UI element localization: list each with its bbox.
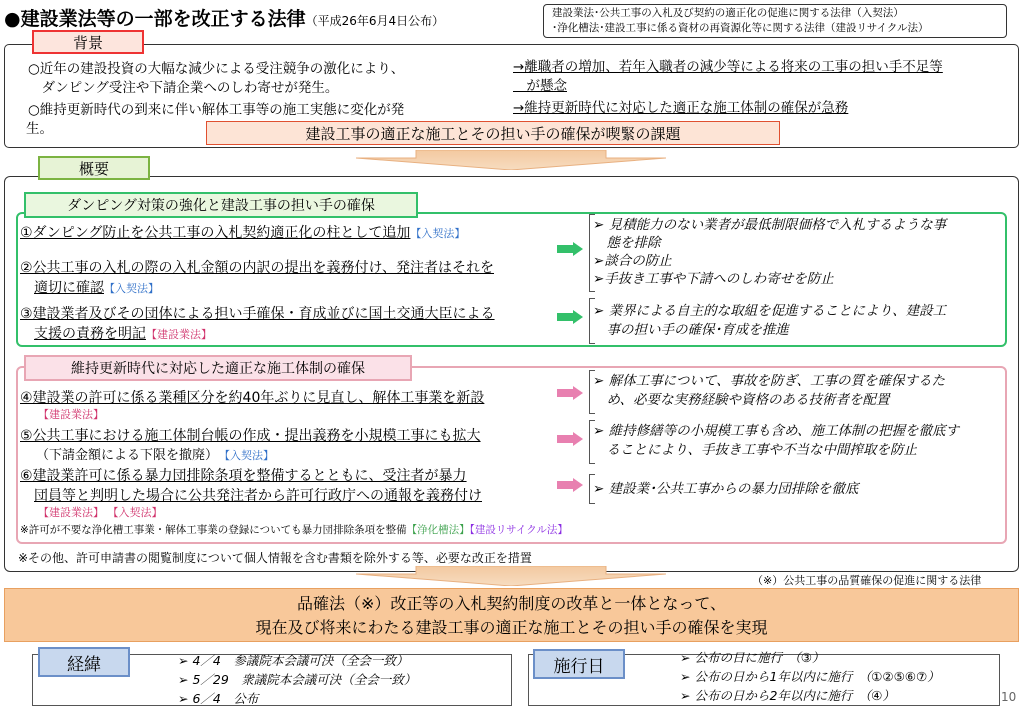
effect-5a: ➢ 解体工事について、事故を防ぎ、工事の質を確保するた <box>593 373 946 389</box>
issue-box: 建設工事の適正な施工とその担い手の確保が喫緊の課題 <box>206 121 780 145</box>
measure-3-text-2: 支援の責務を明記 <box>34 326 146 342</box>
down-arrow-shape <box>356 566 666 586</box>
history-item-3: ➢ 6／4 公布 <box>178 691 259 706</box>
concern-line-3: →維持更新時代に対応した適正な施工体制の確保が急務 <box>513 100 849 116</box>
measure-4 <box>20 388 484 422</box>
note-line <box>20 522 568 537</box>
history-item-2: ➢ 5／29 衆議院本会議可決（全会一致） <box>178 672 417 687</box>
green-arrow-icon <box>557 310 583 324</box>
pink-arrow-icon <box>557 386 583 400</box>
enforcement-item-3: ➢ 公布の日から2年以内に施行 （④） <box>680 688 895 703</box>
page-title <box>4 4 444 31</box>
enforcement-item-2: ➢ 公布の日から1年以内に施行 （①②⑤⑥⑦） <box>680 669 940 684</box>
history-list <box>178 651 416 708</box>
effect-3: ➢手抜き工事や下請へのしわ寄せを防止 <box>593 271 834 287</box>
section1-effects <box>593 216 946 288</box>
measure-6-text-1: ⑥建設業許可に係る暴力団排除条項を整備するとともに、受注者が暴力 <box>20 468 467 484</box>
conclusion-line-2: 現在及び将来にわたる建設工事の適正な施工とその担い手の確保を実現 <box>255 618 768 637</box>
measure-3-text-1: ③建設業者及びその団体による担い手確保・育成並びに国土交通大臣による <box>20 306 495 322</box>
footnote: （※）公共工事の品質確保の促進に関する法律 <box>752 574 982 587</box>
history-item-1: ➢ 4／4 参議院本会議可決（全会一致） <box>178 653 409 668</box>
effect-7: ➢ 建設業･公共工事からの暴力団排除を徹底 <box>593 481 859 497</box>
measure-4-law: 【建設業法】 <box>38 408 104 421</box>
other-measures: ※その他、許可申請書の閲覧制度について個人情報を含む書類を除外する等、必要な改正を措置 <box>18 551 532 565</box>
effect-6 <box>593 422 959 460</box>
measure-2-text-2: 適切に確認 <box>34 280 104 296</box>
background-line-2: ダンピング受注や下請企業へのしわ寄せが発生。 <box>28 80 339 96</box>
background-right-text <box>513 58 943 118</box>
concern-line-1: →離職者の増加、若年入職者の減少等による将来の工事の担い手不足等 <box>513 59 943 75</box>
measure-2-text-1: ②公共工事の入札の際の入札金額の内訳の提出を義務付け、発注者はそれを <box>20 260 494 276</box>
enforcement-list <box>680 648 940 705</box>
measure-2 <box>20 258 494 299</box>
measure-6 <box>20 466 482 520</box>
pink-arrow-icon <box>557 432 583 446</box>
background-line-4: 生。 <box>26 121 53 137</box>
background-tag: 背景 <box>32 30 144 54</box>
effect-4b: 事の担い手の確保･育成を推進 <box>593 322 789 338</box>
effect-1: ➢ 見積能力のない業者が最低制限価格で入札するような事 <box>593 217 947 233</box>
concern-line-2: が懸念 <box>513 78 567 94</box>
measure-6-law: 【建設業法】 【入契法】 <box>38 506 163 519</box>
effect-6b: ることにより、手抜き工事や不当な中間搾取を防止 <box>593 442 917 458</box>
note-text: ※許可が不要な浄化槽工事業・解体工事業の登録についても暴力団排除条項を整備 <box>20 524 407 536</box>
title-text: ●建設業法等の一部を改正する法律 <box>4 8 306 30</box>
conclusion-line-1: 品確法（※）改正等の入札契約制度の改革と一体となって、 <box>296 594 727 613</box>
effect-4: ➢ 業界による自主的な取組を促進することにより、建設工 <box>593 303 947 319</box>
section-maintenance-title: 維持更新時代に対応した適正な施工体制の確保 <box>24 355 412 381</box>
measure-5-text-2: （下請金額による下限を撤廃） <box>36 448 212 463</box>
measure-4-text: ④建設業の許可に係る業種区分を約40年ぶりに見直し、解体工事業を新設 <box>20 390 485 406</box>
green-arrow-icon <box>557 242 583 256</box>
measure-3 <box>20 304 495 345</box>
effect-5 <box>593 372 945 410</box>
publication-date: （平成26年6月4日公布） <box>305 14 445 28</box>
effect-2: ➢談合の防止 <box>593 253 672 269</box>
measure-2-law: 【入契法】 <box>104 282 159 295</box>
note-law-1: 【浄化槽法】 <box>406 524 470 536</box>
down-arrow-shape <box>356 150 666 170</box>
background-line-3: ○維持更新時代の到来に伴い解体工事等の施工実態に変化が発 <box>28 102 405 118</box>
pink-arrow-icon <box>557 478 583 492</box>
measure-5 <box>20 426 481 466</box>
background-line-1: ○近年の建設投資の大幅な減少による受注競争の激化により、 <box>28 61 405 77</box>
enforcement-tag: 施行日 <box>533 649 625 679</box>
overview-tag: 概要 <box>38 156 150 180</box>
effect-6a: ➢ 維持修繕等の小規模工事も含め、施工体制の把握を徹底す <box>593 423 960 439</box>
measure-1-text: ①ダンピング防止を公共工事の入札契約適正化の柱として追加 <box>20 225 411 241</box>
enforcement-item-1: ➢ 公布の日に施行 （③） <box>680 650 825 665</box>
measure-6-text-2: 団員等と判明した場合に公共発注者から許可行政庁への通報を義務付け <box>34 488 482 504</box>
measure-5-text-1: ⑤公共工事における施工体制台帳の作成・提出義務を小規模工事にも拡大 <box>20 428 481 444</box>
law-list-box <box>543 4 1007 38</box>
note-law-2: 【建設リサイクル法】 <box>469 524 568 536</box>
section-dumping-title: ダンピング対策の強化と建設工事の担い手の確保 <box>24 192 418 218</box>
effect-5b: め、必要な実務経験や資格のある技術者を配置 <box>593 392 890 408</box>
section1-effects-b <box>593 302 946 340</box>
measure-5-law: 【入契法】 <box>224 449 275 462</box>
law-line-1: 建設業法･公共工事の入札及び契約の適正化の促進に関する法律（入契法） <box>552 7 904 19</box>
conclusion-banner <box>4 588 1019 642</box>
effect-1b: 態を排除 <box>593 235 661 251</box>
measure-1 <box>20 223 465 244</box>
law-line-2: ･浄化槽法･建設工事に係る資材の再資源化等に関する法律（建設リサイクル法） <box>552 22 929 34</box>
measure-3-law: 【建設業法】 <box>146 328 212 341</box>
measure-1-law: 【入契法】 <box>410 227 466 240</box>
page-number: 10 <box>1001 690 1017 704</box>
history-tag: 経緯 <box>38 647 130 677</box>
